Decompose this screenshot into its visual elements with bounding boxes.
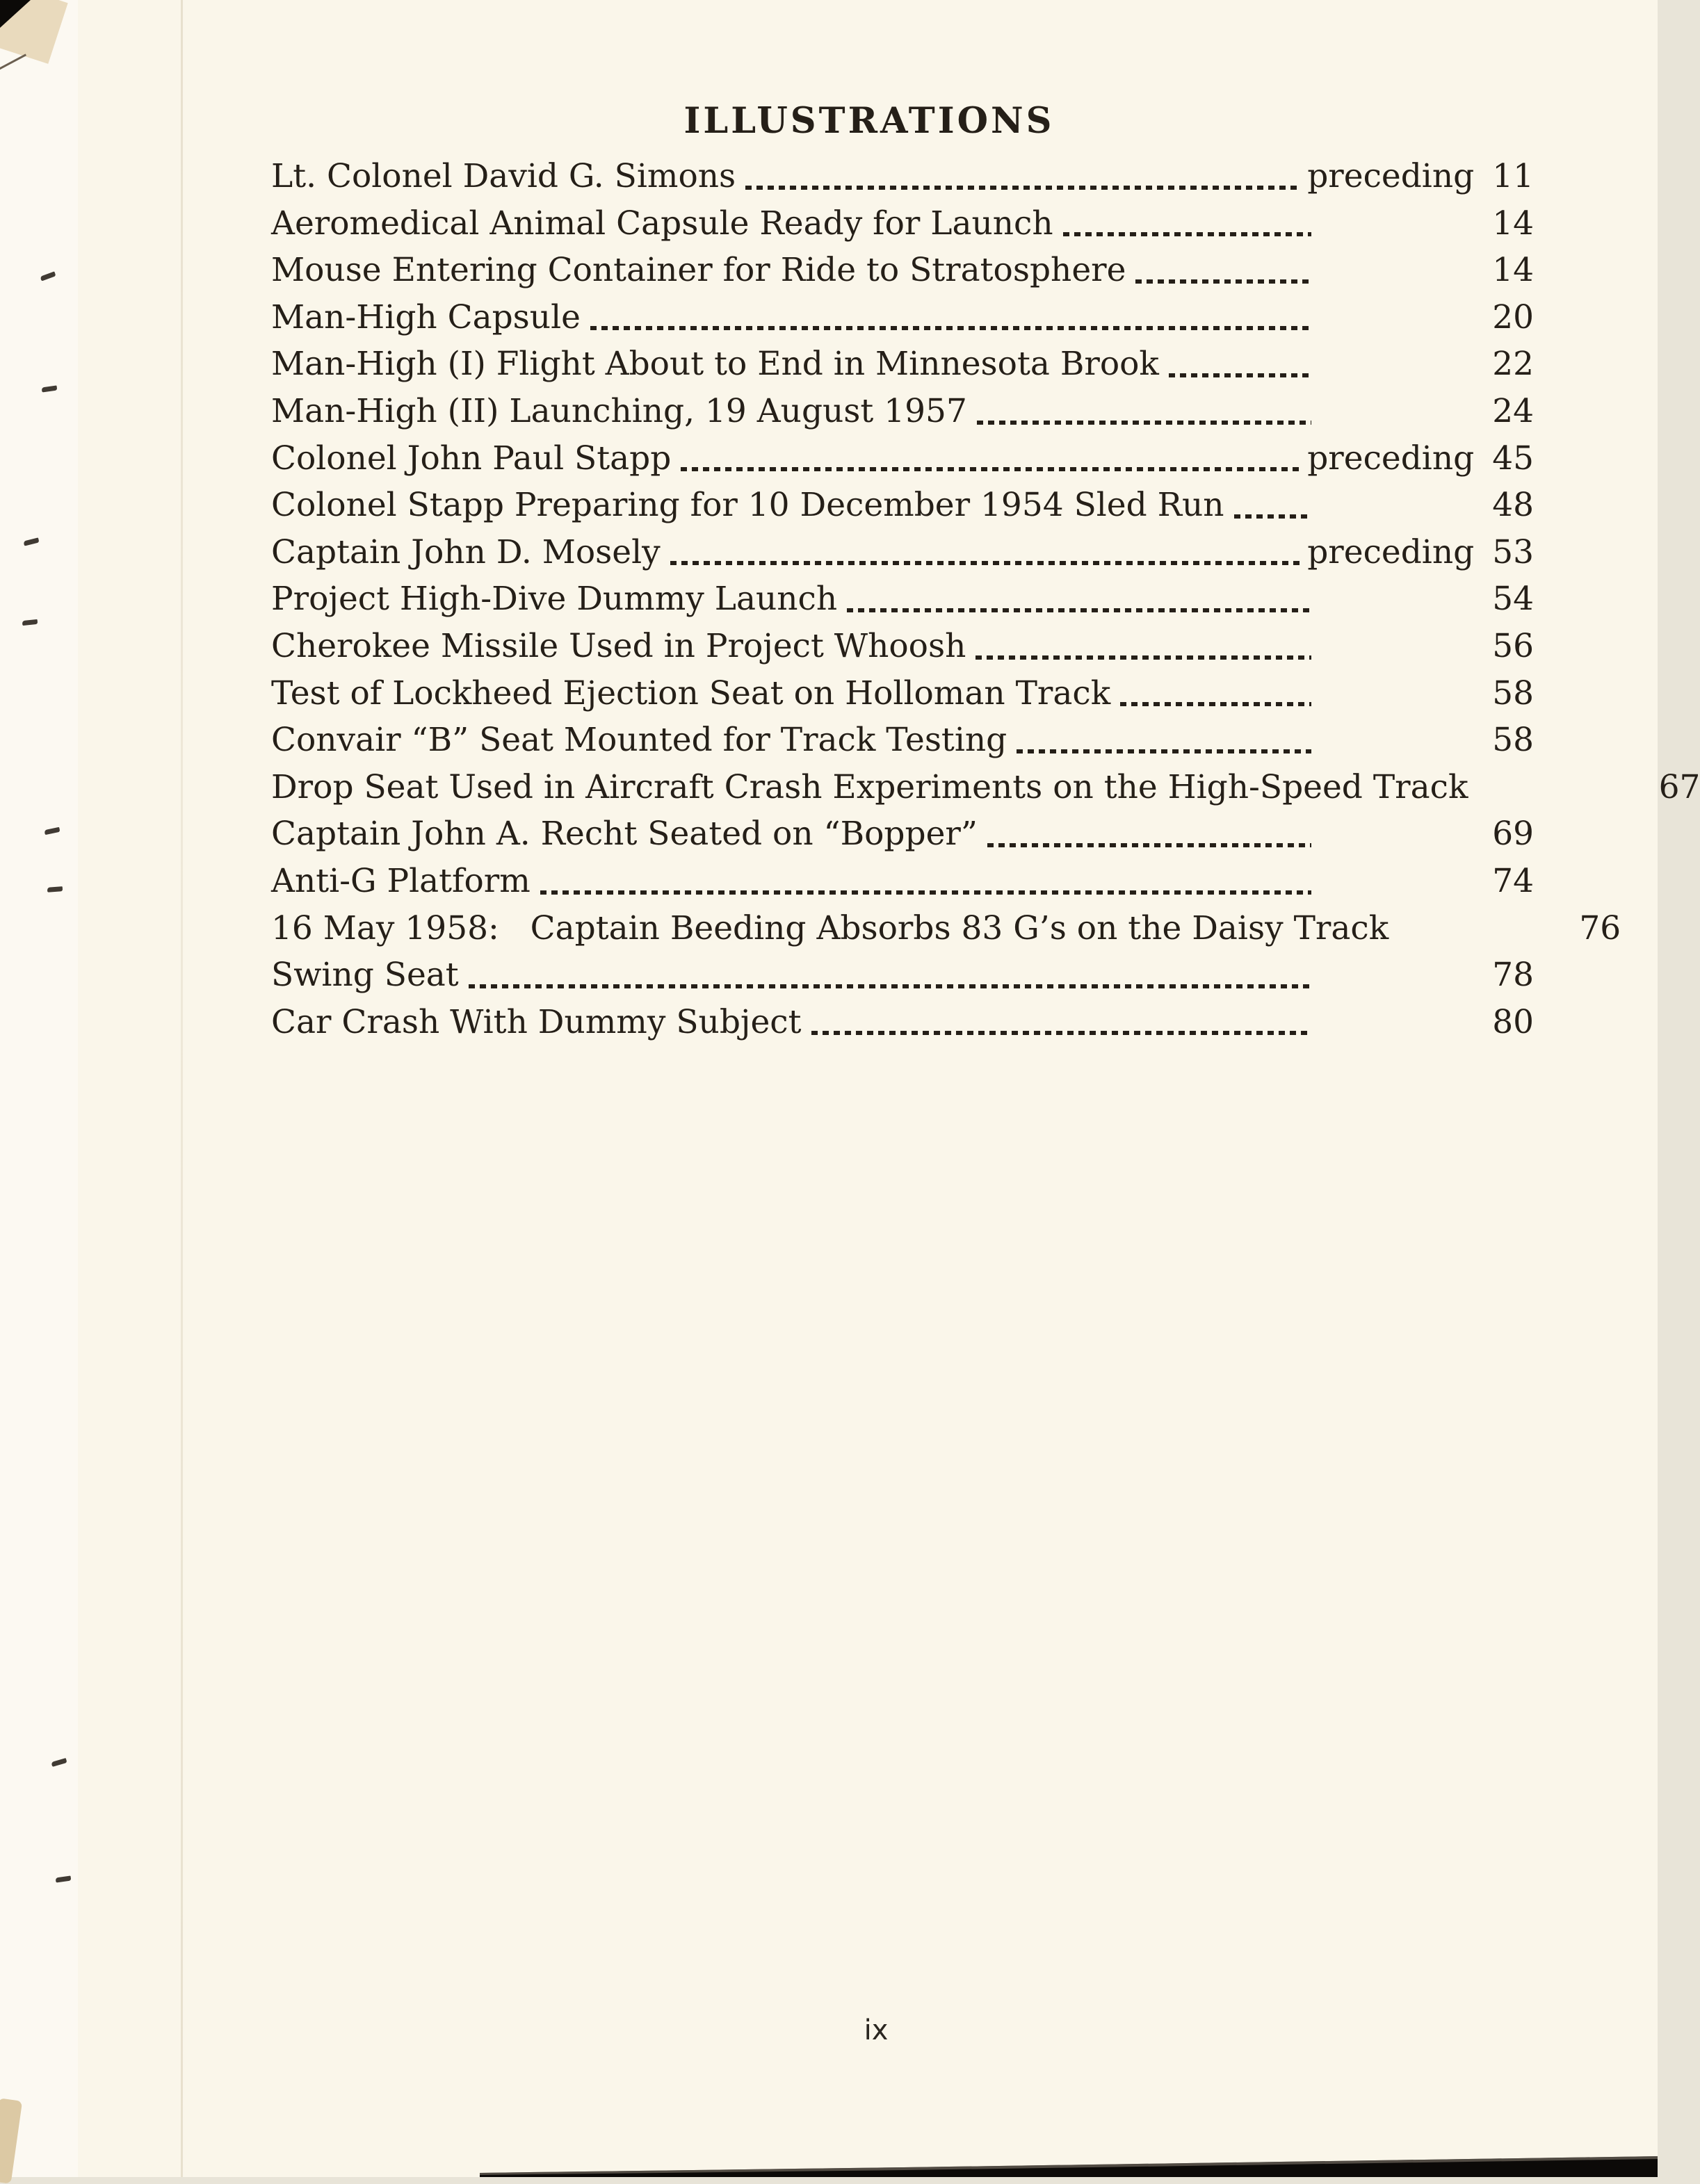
scan-edge-strip xyxy=(0,0,78,2177)
entry-label: Cherokee Missile Used in Project Whoosh xyxy=(271,626,966,665)
entry-tail xyxy=(1484,764,1700,811)
toc-entry-row xyxy=(271,717,1534,764)
entry-page: 80 xyxy=(1492,1002,1534,1041)
entry-label: Swing Seat xyxy=(271,956,459,995)
entry-label: Drop Seat Used in Aircraft Crash Experiments on the High-Speed Track xyxy=(271,767,1468,806)
toc-entry-row xyxy=(271,435,1534,482)
dotted-leader xyxy=(1120,702,1311,706)
entry-tail xyxy=(1318,623,1534,670)
entry-page: 14 xyxy=(1492,204,1534,243)
entry-label: 16 May 1958: Captain Beeding Absorbs 83 G’s on the Daisy Track xyxy=(271,908,1389,947)
entry-tail xyxy=(1318,341,1534,388)
dotted-leader xyxy=(681,467,1300,471)
dotted-leader xyxy=(1135,279,1311,284)
entry-page: 45 xyxy=(1492,439,1534,478)
entry-label: Man-High (II) Launching, 19 August 1957 xyxy=(271,391,967,430)
toc-entry-row xyxy=(271,576,1534,623)
toc-entry-row xyxy=(271,247,1534,294)
entry-prefix: preceding xyxy=(1307,532,1475,571)
entry-tail xyxy=(1318,576,1534,623)
dotted-leader xyxy=(1063,232,1311,236)
entry-page: 58 xyxy=(1492,721,1534,760)
entry-label: Test of Lockheed Ejection Seat on Holloman Track xyxy=(271,674,1111,712)
entry-tail xyxy=(1318,247,1534,294)
entry-tail xyxy=(1318,482,1534,529)
entry-page: 24 xyxy=(1492,391,1534,430)
entry-page: 76 xyxy=(1579,908,1621,947)
entry-label: Lt. Colonel David G. Simons xyxy=(271,157,736,195)
entry-tail xyxy=(1307,529,1534,576)
entry-label: Man-High Capsule xyxy=(271,298,581,336)
entry-page: 67 xyxy=(1658,767,1700,806)
toc-entry-row xyxy=(271,952,1534,999)
entry-page: 56 xyxy=(1492,626,1534,665)
toc-entry-row xyxy=(271,999,1534,1046)
toc-entry-row xyxy=(271,858,1534,905)
entry-tail xyxy=(1307,435,1534,482)
entry-label: Captain John A. Recht Seated on “Bopper” xyxy=(271,815,978,854)
dotted-leader xyxy=(590,326,1311,330)
toc-entry-row xyxy=(271,670,1534,717)
toc-entry-row xyxy=(271,153,1534,200)
toc-entry-row xyxy=(271,200,1534,247)
entry-tail xyxy=(1307,153,1534,200)
dotted-leader xyxy=(1234,514,1311,519)
entry-page: 22 xyxy=(1492,345,1534,384)
entry-tail xyxy=(1318,810,1534,858)
entry-label: Mouse Entering Container for Ride to Stratosphere xyxy=(271,251,1126,290)
entry-page: 69 xyxy=(1492,815,1534,854)
dotted-leader xyxy=(745,186,1300,190)
entry-label: Convair “B” Seat Mounted for Track Testing xyxy=(271,721,1007,760)
entry-tail xyxy=(1318,999,1534,1046)
toc-entry-row xyxy=(271,623,1534,670)
scan-bottom-edge xyxy=(0,2149,1658,2177)
dotted-leader xyxy=(987,843,1311,847)
toc-entry-row xyxy=(271,810,1534,858)
dotted-leader xyxy=(1169,373,1311,377)
toc-entry-row xyxy=(271,388,1534,435)
toc-entry-row xyxy=(271,905,1621,952)
entry-label: Project High-Dive Dummy Launch xyxy=(271,580,838,619)
entry-label: Car Crash With Dummy Subject xyxy=(271,1002,802,1041)
entry-label: Colonel John Paul Stapp xyxy=(271,439,672,478)
entry-page: 53 xyxy=(1492,532,1534,571)
dotted-leader xyxy=(540,890,1311,895)
entry-page: 20 xyxy=(1492,298,1534,336)
entry-page: 74 xyxy=(1492,861,1534,900)
entry-page: 11 xyxy=(1492,157,1534,195)
dotted-leader xyxy=(811,1031,1311,1035)
entry-tail xyxy=(1318,858,1534,905)
entry-label: Captain John D. Mosely xyxy=(271,532,661,571)
entry-page: 78 xyxy=(1492,956,1534,995)
folio-page-number: ix xyxy=(864,2014,889,2046)
toc-entry-row xyxy=(271,764,1700,811)
dotted-leader xyxy=(976,655,1311,660)
toc-entry-row xyxy=(271,529,1534,576)
page-title: ILLUSTRATIONS xyxy=(683,100,1055,142)
toc-entry-row xyxy=(271,341,1534,388)
entry-tail xyxy=(1318,294,1534,341)
toc-entry-row xyxy=(271,482,1534,529)
entry-page: 48 xyxy=(1492,486,1534,525)
entry-page: 54 xyxy=(1492,580,1534,619)
entry-prefix: preceding xyxy=(1307,157,1475,195)
gutter-crease-line xyxy=(181,0,183,2177)
entry-tail xyxy=(1318,952,1534,999)
entry-label: Aeromedical Animal Capsule Ready for Launch xyxy=(271,204,1053,243)
corner-clip-mark xyxy=(0,0,31,28)
entry-prefix: preceding xyxy=(1307,439,1475,478)
illustration-list xyxy=(271,153,1700,1045)
entry-label: Anti-G Platform xyxy=(271,861,531,900)
entry-tail xyxy=(1318,717,1534,764)
toc-entry-row xyxy=(271,294,1534,341)
dotted-leader xyxy=(1017,749,1311,753)
entry-tail xyxy=(1318,670,1534,717)
dotted-leader xyxy=(977,421,1311,425)
entry-page: 58 xyxy=(1492,674,1534,712)
dotted-leader xyxy=(469,984,1311,988)
dotted-leader xyxy=(670,561,1301,565)
entry-tail xyxy=(1405,905,1621,952)
entry-tail xyxy=(1318,200,1534,247)
entry-page: 14 xyxy=(1492,251,1534,290)
entry-label: Man-High (I) Flight About to End in Minnesota Brook xyxy=(271,345,1159,384)
entry-label: Colonel Stapp Preparing for 10 December 1954 Sled Run xyxy=(271,486,1224,525)
dotted-leader xyxy=(847,608,1311,612)
entry-tail xyxy=(1318,388,1534,435)
